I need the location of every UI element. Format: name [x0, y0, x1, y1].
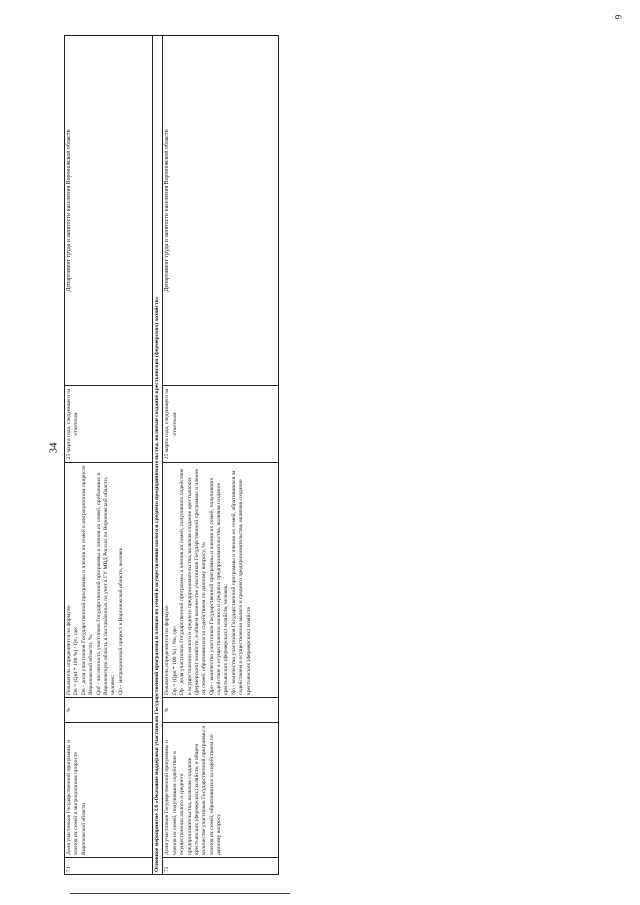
method-line: Показатель определяется по формуле: — [164, 604, 171, 695]
deadline-cell: 25 марта года, следующего за отчетным — [65, 386, 153, 463]
method-line: Dр - доля участников Государственной программы и членов их семей, получивших содействие в осуществлении малого и среднего предпринимательства, включая создание крестьянских (фермерских) хозяйств, в общем количестве участников Государственной программы и членов их семей, обратившихся за содействием по данному вопросу, %; — [179, 468, 208, 695]
responsible-cell: Департамент труда и занятости населения Воронежской области — [163, 36, 279, 386]
calculation-method — [163, 463, 279, 698]
method-line: Показатель определяется по формуле: — [66, 604, 72, 695]
table-row-71 — [65, 36, 153, 875]
calculation-method — [65, 463, 153, 698]
method-line: Qрн - количество участников Государственной программы и членов их семей, получивших содействие в осуществлении малого и среднего предпринимательства, включая создание крестьянских (фермерских) хозяйств, человек; — [208, 477, 230, 695]
unit-cell: % — [163, 698, 279, 723]
method-line: Qиf - численность участников Государственной программы и членов их семей, прибывших в Воронежскую область и поставленных на учет в ГУ МВД России по Воронежской области, человек; — [95, 473, 117, 695]
method-line: Nо - количество участников Государственной программы и членов их семей, обратившихся за содействием в осуществлении малого и среднего предпринимательства, включая создание крестьянских (фермерских) хозяйств — [230, 470, 252, 695]
responsible-cell: Департамент труда и занятости населения Воронежской области — [65, 36, 153, 386]
unit-cell: % — [65, 698, 153, 723]
indicator-name: Доля участников Государственной программы и членов их семей в миграционном приросте Воронежской области — [65, 723, 153, 858]
page-number: 34 — [47, 442, 60, 454]
section-heading: Основное мероприятие 3.6 «Оказание поддержки участникам Государственной программы и членам их семей в осуществлении малого и среднего предпринимательства, включая создание крестьянских (фермерских) хозяйств» — [153, 36, 163, 875]
row-number: 71 — [65, 858, 153, 875]
corner-mark: 9 — [613, 14, 624, 20]
row-number: 72 — [163, 858, 279, 875]
scan-line — [70, 893, 290, 894]
indicators-table — [64, 35, 279, 875]
section-row — [153, 36, 163, 875]
formula-line: Dв = (Qиf * 100 %) / Qп, где: — [73, 626, 80, 695]
method-line: Dв - доля участников Государственной программы и членов их семей в миграционном приросте Воронежской области, %; — [80, 465, 95, 695]
deadline-cell: 25 марта года, следующего за отчетным — [163, 386, 279, 463]
indicator-name: Доля участников Государственной программы и членов их семей, получивших содействие в осуществлении малого и среднего предпринимательства, включая создание крестьянских (фермерских) хозяйств, в общем количестве участников Государственной программы и членов их семей, обратившихся за содействием по данному вопросу — [163, 723, 279, 858]
table-row-72 — [163, 36, 279, 875]
method-line: Qп - миграционный прирост в Воронежской области, человек — [117, 547, 124, 695]
rotated-table-sheet — [64, 35, 292, 875]
formula-line: Dр = (Qрн * 100 %) / Nо, где: — [171, 625, 178, 695]
